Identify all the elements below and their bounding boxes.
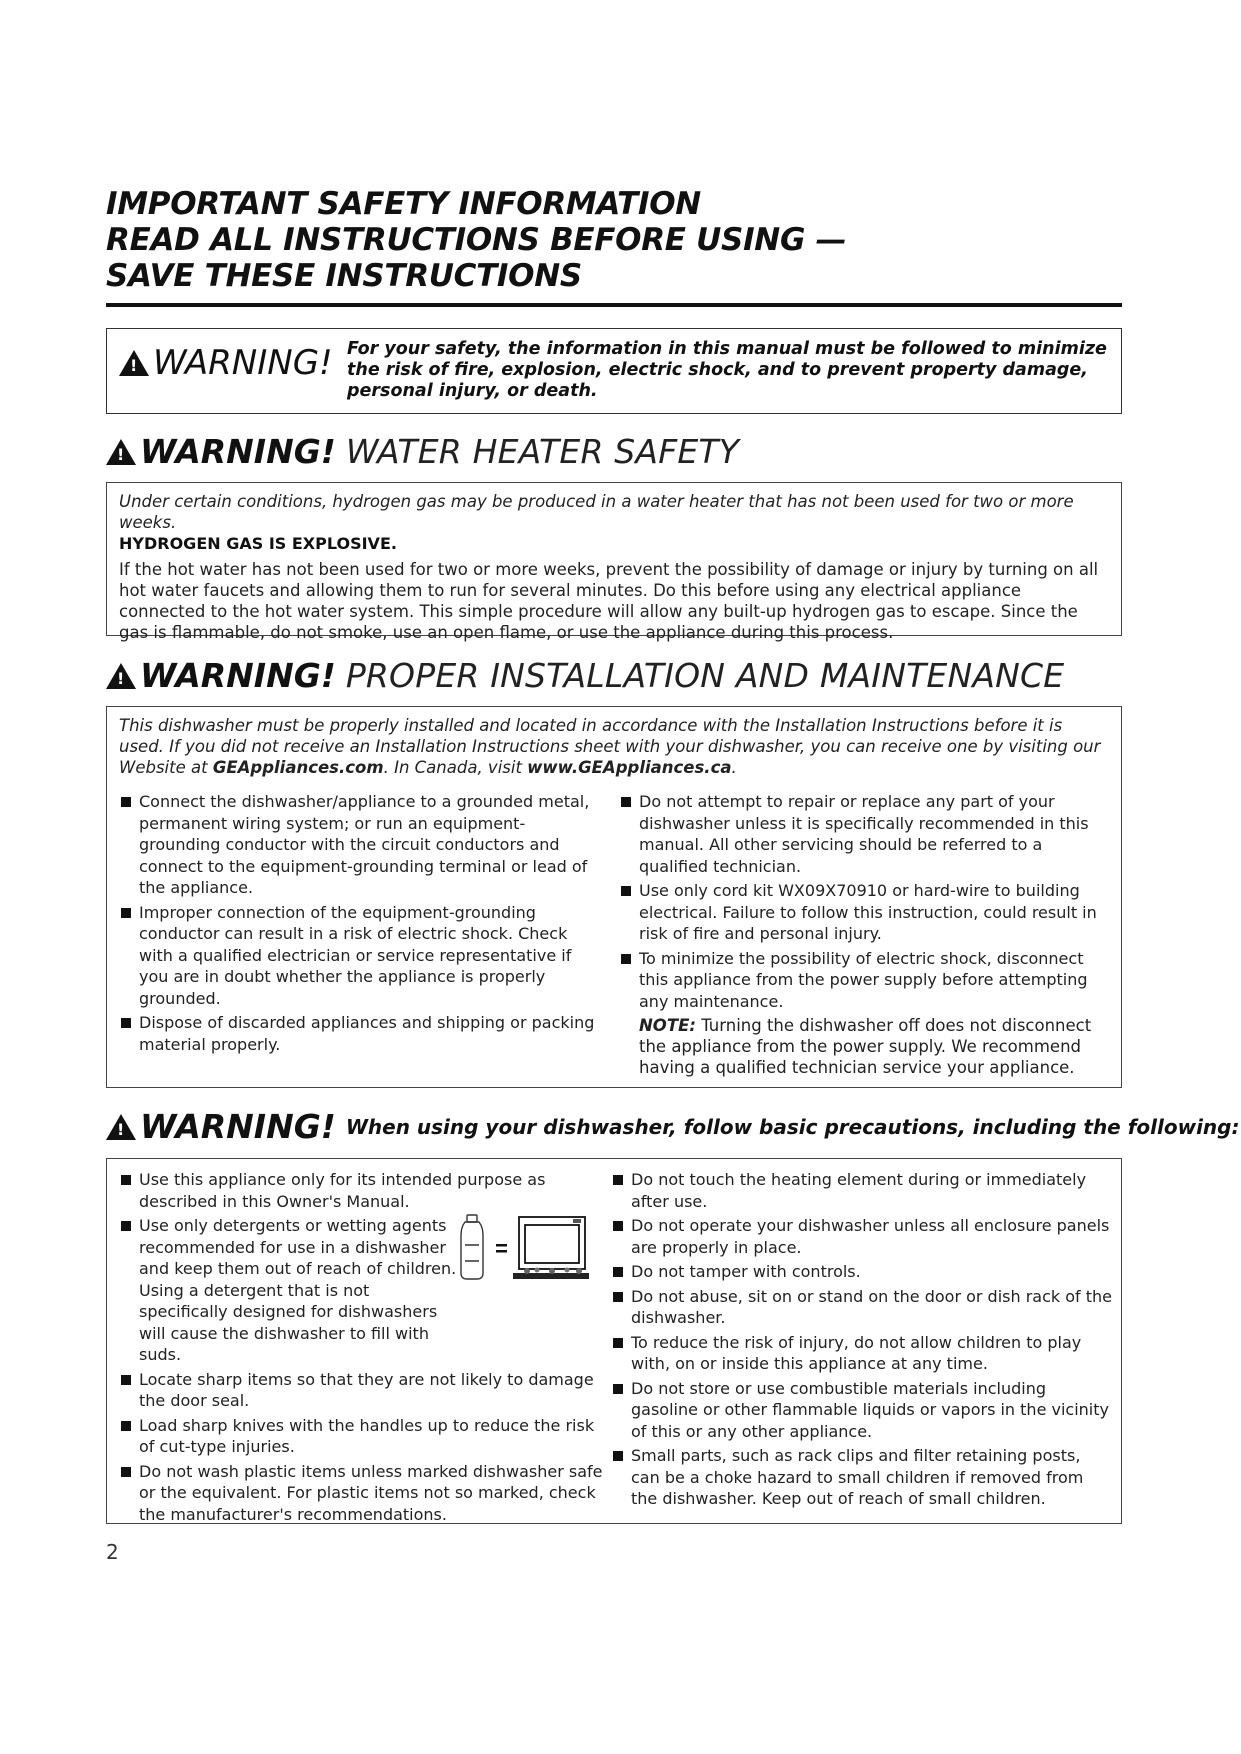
list-item: Do not tamper with controls. (613, 1261, 1113, 1283)
warning-triangle-icon (106, 1114, 136, 1140)
installation-note (621, 1015, 1113, 1078)
precautions-heading (106, 1107, 1240, 1146)
main-warning-label (119, 343, 333, 383)
installation-left-list (121, 791, 603, 1058)
detergent-bottle-equals-suds-icon (457, 1211, 592, 1283)
list-item: Use only cord kit WX09X70910 or hard-wire to building electrical. Failure to follow this instruction, could result in risk of fire and personal injury. (621, 880, 1113, 945)
precautions-box (106, 1158, 1122, 1524)
title-line-3: SAVE THESE INSTRUCTIONS (106, 258, 582, 294)
installation-title: PROPER INSTALLATION AND MAINTENANCE (345, 656, 1065, 695)
water-heater-bold: HYDROGEN GAS IS EXPLOSIVE. (119, 534, 397, 553)
precautions-right-list (613, 1169, 1113, 1513)
list-item: Small parts, such as rack clips and filter retaining posts, can be a choke hazard to small children if removed from the dishwasher. Keep out of reach of small children. (613, 1445, 1113, 1510)
website-ca-link[interactable]: www.GEAppliances.ca (527, 758, 732, 777)
installation-intro (119, 715, 1109, 778)
website-us-link[interactable]: GEAppliances.com (212, 758, 384, 777)
installation-right-list (621, 791, 1113, 1078)
water-heater-intro: Under certain conditions, hydrogen gas may be produced in a water heater that has not been used for two or more weeks. (119, 492, 1074, 532)
list-item: Improper connection of the equipment-grounding conductor can result in a risk of electric shock. Check with a qualified electrician or service representative if you are in doubt whether the appliance is properly grounded. (121, 902, 603, 1010)
water-heater-body: If the hot water has not been used for two or more weeks, prevent the possibility of damage or injury by turning on all hot water faucets and allowing them to run for several minutes. Do this before using any electrical appliance connected to the hot water system. This simple procedure will allow any built-up hydrogen gas to escape. Since the gas is flammable, do not smoke, use an open flame, or use the appliance during this process. (119, 560, 1099, 642)
warning-triangle-icon (106, 663, 136, 689)
title-line-2: READ ALL INSTRUCTIONS BEFORE USING — (106, 222, 847, 258)
list-item: Do not touch the heating element during or immediately after use. (613, 1169, 1113, 1212)
list-item: Do not attempt to repair or replace any part of your dishwasher unless it is specifically recommended in this manual. All other servicing should be referred to a qualified technician. (621, 791, 1113, 877)
warning-triangle-icon (106, 439, 136, 465)
list-item: Load sharp knives with the handles up to reduce the risk of cut-type injuries. (121, 1415, 603, 1458)
water-heater-title: WATER HEATER SAFETY (345, 432, 740, 471)
note-label: NOTE: (639, 1016, 696, 1035)
header-divider (106, 303, 1122, 307)
list-item: Dispose of discarded appliances and shipping or packing material properly. (121, 1012, 603, 1055)
list-item: Do not operate your dishwasher unless all enclosure panels are properly in place. (613, 1215, 1113, 1258)
installation-intro-a: This dishwasher must be properly installed and located in accordance with the Installation Instructions before it is used. If you did not receive an Installation Instructions sheet with your dishwasher, you can receive one by visiting our Website at (119, 716, 1101, 777)
page-title (106, 186, 1122, 294)
list-item: To minimize the possibility of electric shock, disconnect this appliance from the power supply before attempting any maintenance. (621, 948, 1113, 1013)
installation-intro-c: . (731, 758, 737, 777)
main-warning-box (106, 328, 1122, 414)
main-warning-text: For your safety, the information in this manual must be followed to minimize the risk of fire, explosion, electric shock, and to prevent property damage, personal injury, or death. (347, 339, 1107, 401)
water-heater-box (106, 482, 1122, 642)
list-item: Use this appliance only for its intended purpose as described in this Owner's Manual. (121, 1169, 603, 1212)
water-heater-heading (106, 432, 1122, 471)
list-item: Use only detergents or wetting agents recommended for use in a dishwasher and keep them out of reach of children. Using a detergent that is not specifically designed for dishwashers will cause the dishwasher to fill with suds. (121, 1215, 603, 1366)
list-item: Do not wash plastic items unless marked dishwasher safe or the equivalent. For plastic items not so marked, check the manufacturer's recommendations. (121, 1461, 603, 1526)
main-warning-word: WARNING! (153, 343, 333, 383)
page-number: 2 (106, 1540, 119, 1564)
installation-intro-b: . In Canada, visit (383, 758, 528, 777)
water-heater-warning-label: WARNING! (140, 432, 336, 471)
list-item: Locate sharp items so that they are not likely to damage the door seal. (121, 1369, 603, 1412)
note-text: Turning the dishwasher off does not disconnect the appliance from the power supply. We recommend having a qualified technician service your appliance. (639, 1016, 1092, 1077)
installation-box (106, 706, 1122, 1088)
installation-heading (106, 656, 1122, 695)
list-item: To reduce the risk of injury, do not allow children to play with, on or inside this appliance at any time. (613, 1332, 1113, 1375)
installation-warning-label: WARNING! (140, 656, 336, 695)
precautions-title: When using your dishwasher, follow basic precautions, including the following: (345, 1114, 1240, 1139)
title-line-1: IMPORTANT SAFETY INFORMATION (106, 186, 701, 222)
list-item: Do not store or use combustible materials including gasoline or other flammable liquids or vapors in the vicinity of this or any other appliance. (613, 1378, 1113, 1443)
warning-triangle-icon (119, 350, 149, 376)
list-item: Do not abuse, sit on or stand on the door or dish rack of the dishwasher. (613, 1286, 1113, 1329)
precautions-warning-label: WARNING! (140, 1107, 336, 1146)
list-item: Connect the dishwasher/appliance to a grounded metal, permanent wiring system; or run an equipment-grounding conductor with the circuit conductors and connect to the equipment-grounding terminal or lead of the appliance. (121, 791, 603, 899)
